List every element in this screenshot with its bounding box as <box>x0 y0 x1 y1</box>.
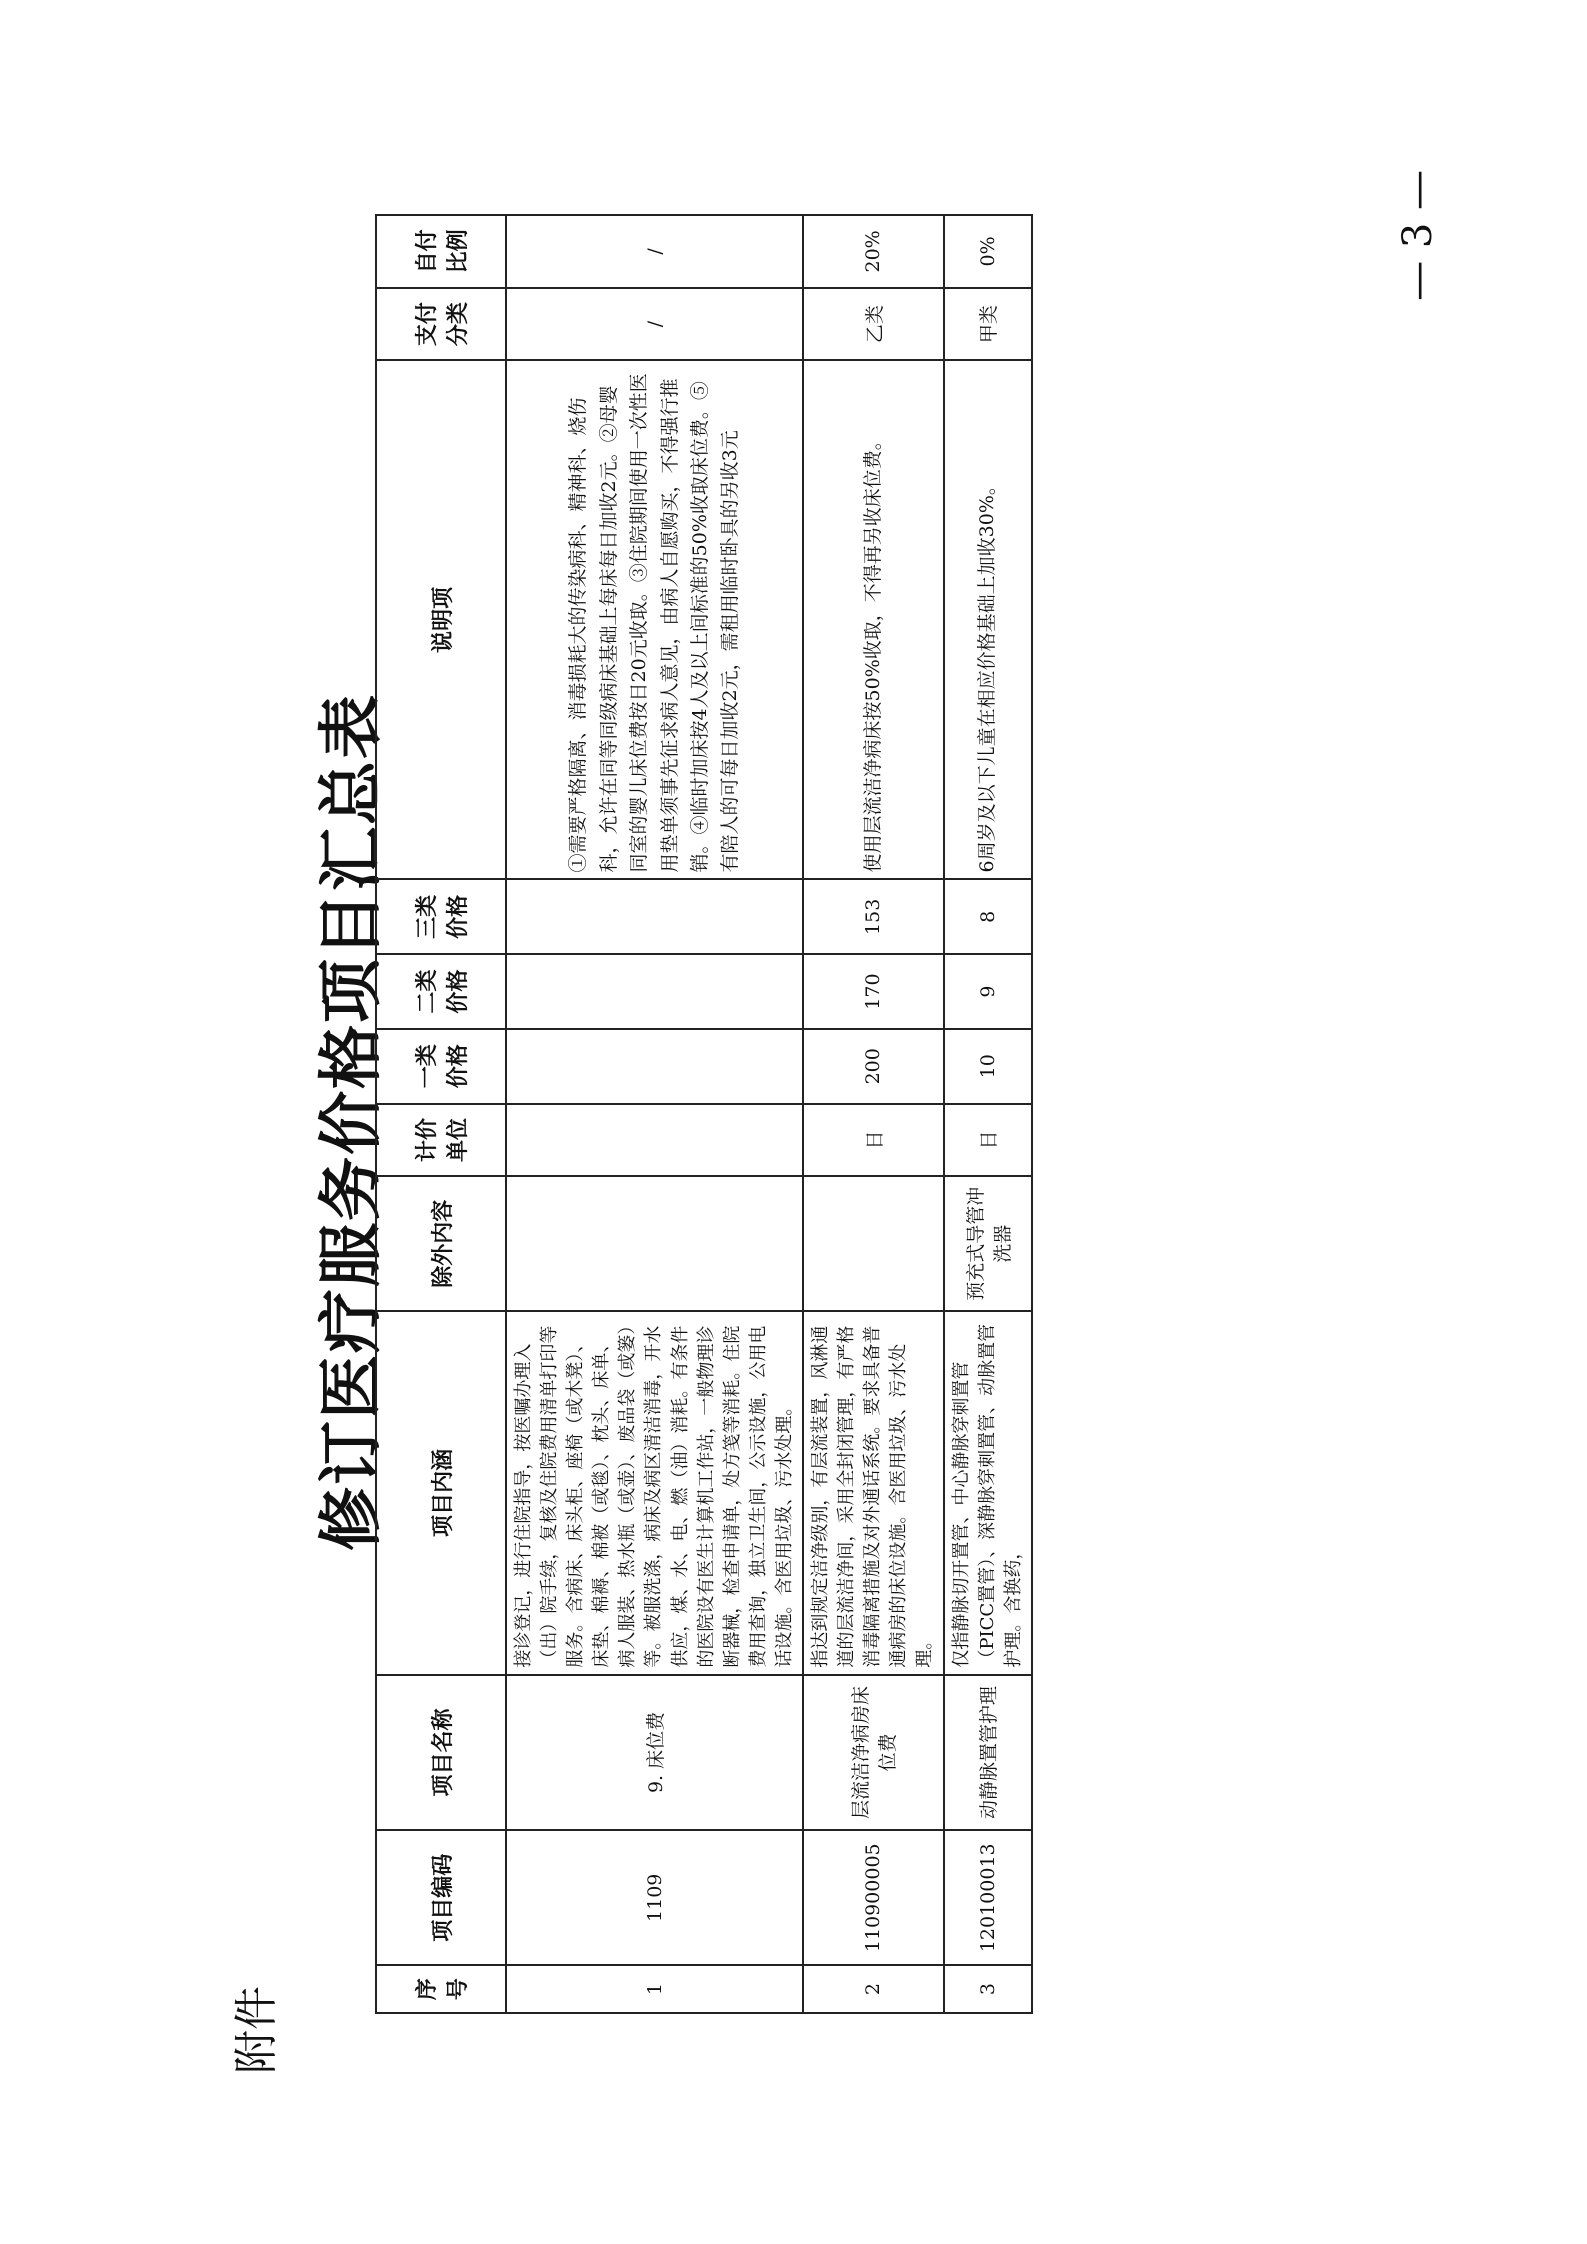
cell-seq: 1 <box>506 1965 803 2013</box>
cell-price1: 10 <box>944 1029 1032 1104</box>
cell-name: 层流洁净病房床位费 <box>803 1675 943 1831</box>
cell-price3: 8 <box>944 879 1032 954</box>
cell-code: 1109 <box>506 1830 803 1965</box>
cell-content: 指达到规定洁净级别，有层流装置，风淋通道的层流洁净间，采用全封闭管理，有严格消毒隔离措施及对外通话系统。要求具备普通病房的床位设施。含医用垃圾、污水处理。 <box>803 1311 943 1674</box>
cell-note: ①需要严格隔离、消毒损耗大的传染病科、精神科、烧伤科，允许在同等同级病床基础上每床每日加收2元。②母婴同室的婴儿床位费按日20元收取。③住院期间使用一次性医用垫单须事先征求病人意见，由病人自愿购买，不得强行推销。④临时加床按4人及以上间标准的50%收取床位费。⑤有陪人的可每日加收2元，需租用临时卧具的另收3元 <box>506 360 803 879</box>
cell-price2: 170 <box>803 954 943 1029</box>
col-header-price2: 二类价格 <box>376 954 506 1029</box>
cell-name: 9. 床位费 <box>506 1675 803 1831</box>
cell-pay-class: 乙类 <box>803 288 943 361</box>
cell-pay-class: 甲类 <box>944 288 1032 361</box>
price-table <box>375 214 1033 2014</box>
cell-excluded <box>803 1176 943 1311</box>
cell-code: 120100013 <box>944 1830 1032 1965</box>
cell-price2: 9 <box>944 954 1032 1029</box>
cell-excluded <box>506 1176 803 1311</box>
cell-price1 <box>506 1029 803 1104</box>
cell-price2 <box>506 954 803 1029</box>
col-header-content: 项目内涵 <box>376 1311 506 1674</box>
cell-price3: 153 <box>803 879 943 954</box>
cell-unit: 日 <box>803 1104 943 1177</box>
cell-note: 6周岁及以下儿童在相应价格基础上加收30%。 <box>944 360 1032 879</box>
cell-self-ratio: / <box>506 215 803 288</box>
table-row <box>803 215 943 2013</box>
attachment-label: 附件 <box>231 1986 282 2074</box>
col-header-excluded: 除外内容 <box>376 1176 506 1311</box>
col-header-pay-class: 支付分类 <box>376 288 506 361</box>
col-header-self-ratio: 自付比例 <box>376 215 506 288</box>
cell-note: 使用层流洁净病床按50%收取，不得再另收床位费。 <box>803 360 943 879</box>
col-header-unit: 计价单位 <box>376 1104 506 1177</box>
col-header-note: 说明项 <box>376 360 506 879</box>
cell-self-ratio: 0% <box>944 215 1032 288</box>
page-number: — 3 — <box>1395 170 1441 301</box>
cell-code: 110900005 <box>803 1830 943 1965</box>
col-header-price3: 三类价格 <box>376 879 506 954</box>
cell-unit: 日 <box>944 1104 1032 1177</box>
cell-name: 动静脉置管护理 <box>944 1675 1032 1831</box>
col-header-code: 项目编码 <box>376 1830 506 1965</box>
cell-unit <box>506 1104 803 1177</box>
cell-content: 接诊登记，进行住院指导，按医嘱办理入（出）院手续，复核及住院费用清单打印等服务。含病床、床头柜、座椅（或木凳）、床垫、棉褥、棉被（或毯）、枕头、床单、病人服装、热水瓶（或壶）、废品袋（或篓）等。被服洗涤，病床及病区清洁消毒，开水供应，煤、水、电、燃（油）消耗。有条件的医院设有医生计算机工作站，一般物理诊断器械，检查申请单，处方笺等消耗。住院费用查询，独立卫生间，公示设施，公用电话设施。含医用垃圾、污水处理。 <box>506 1311 803 1674</box>
cell-price1: 200 <box>803 1029 943 1104</box>
cell-self-ratio: 20% <box>803 215 943 288</box>
cell-pay-class: / <box>506 288 803 361</box>
table-header-row <box>376 215 506 2013</box>
cell-excluded: 预充式导管冲洗器 <box>944 1176 1032 1311</box>
table-row <box>506 215 803 2013</box>
col-header-seq: 序号 <box>376 1965 506 2013</box>
col-header-name: 项目名称 <box>376 1675 506 1831</box>
cell-price3 <box>506 879 803 954</box>
cell-content: 仅指静脉切开置管、中心静脉穿刺置管（PICC置管）、深静脉穿刺置管、动脉置管护理。含换药， <box>944 1311 1032 1674</box>
page-title: 修订医疗服务价格项目汇总表 <box>314 693 389 1551</box>
table-row <box>944 215 1032 2013</box>
col-header-price1: 一类价格 <box>376 1029 506 1104</box>
cell-seq: 2 <box>803 1965 943 2013</box>
cell-seq: 3 <box>944 1965 1032 2013</box>
